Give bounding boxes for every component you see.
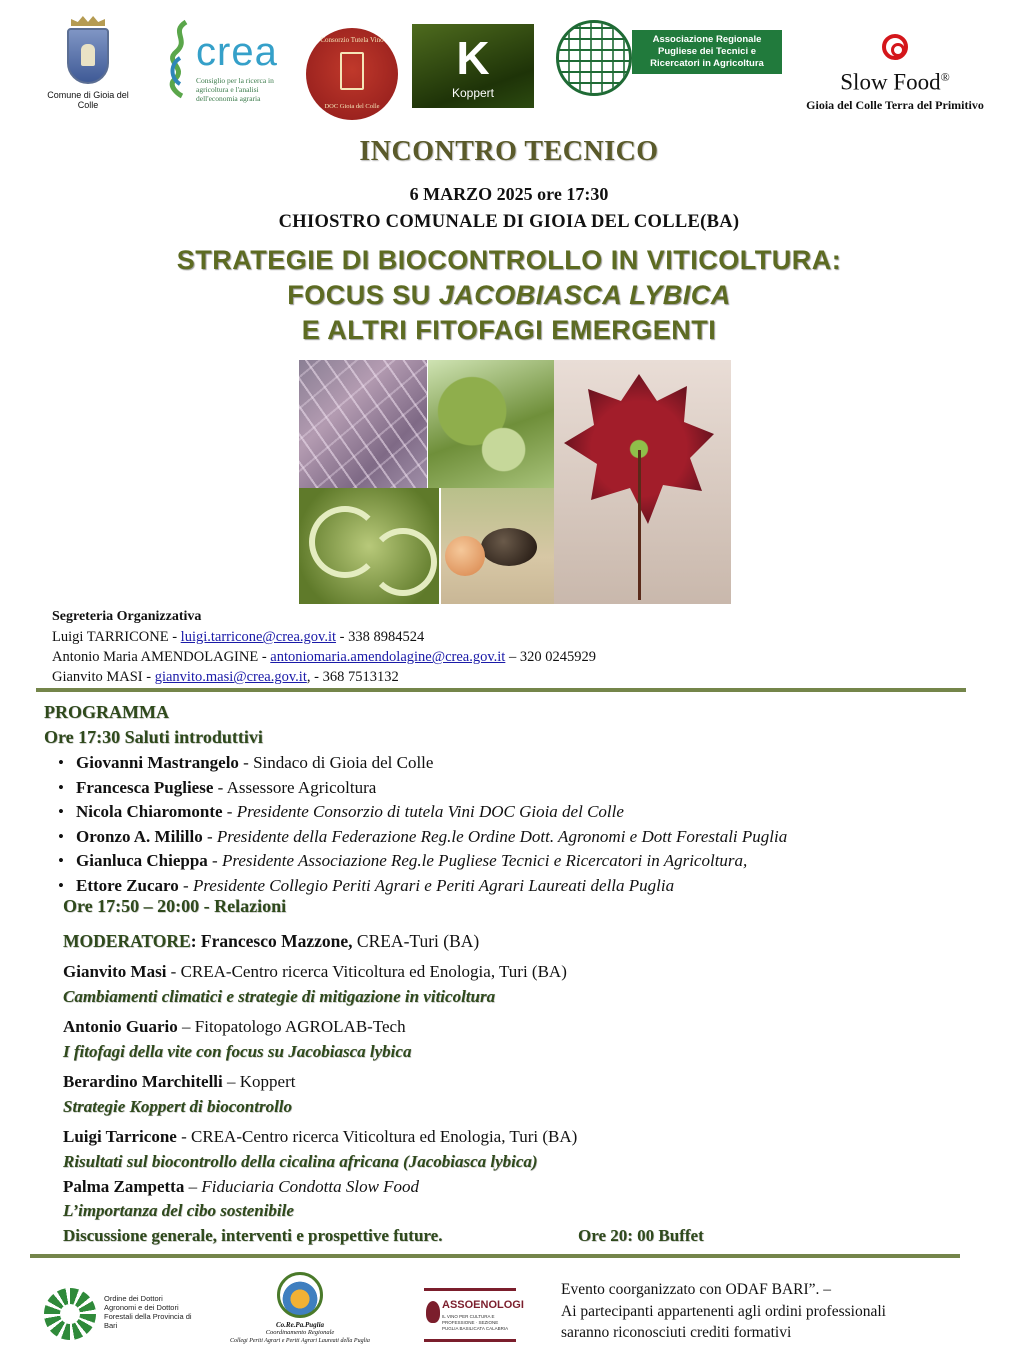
speaker-name: Gianvito Masi	[63, 962, 167, 981]
speaker-affiliation: - CREA-Centro ricerca Viticoltura ed Enologia, Turi (BA)	[166, 962, 567, 981]
title-line-2-prefix: FOCUS SU	[287, 280, 439, 310]
divider	[30, 1254, 960, 1258]
speaker-affiliation: – Koppert	[222, 1072, 296, 1091]
talk-speaker	[63, 961, 567, 983]
crown-icon	[71, 16, 105, 26]
slowfood-subtitle: Gioia del Colle Terra del Primitivo	[806, 97, 984, 112]
session-greetings-heading: Ore 17:30 Saluti introduttivi	[44, 727, 263, 747]
speaker-name: Nicola Chiaromonte	[76, 802, 223, 822]
assoenologi-name: ASSOENOLOGI	[442, 1299, 524, 1311]
moderator-org: CREA-Turi (BA)	[352, 931, 480, 951]
comune-caption: Comune di Gioia del Colle	[47, 90, 129, 110]
contact-email-link[interactable]: luigi.tarricone@crea.gov.it	[180, 629, 337, 645]
speaker-name: Francesca Pugliese	[76, 777, 214, 797]
event-venue: CHIOSTRO COMUNALE DI GIOIA DEL COLLE(BA)	[278, 212, 740, 232]
list-item	[58, 776, 787, 801]
talk-title: L’importanza del cibo sostenibile	[63, 1201, 294, 1220]
koppert-logo	[412, 24, 534, 108]
contact-name: Luigi TARRICONE -	[52, 629, 181, 645]
title-line-3: E ALTRI FITOFAGI EMERGENTI	[301, 315, 717, 345]
beetle-photo	[441, 488, 554, 604]
corepa-description: Collegi Periti Agrari e Periti Agrari Laureati della Puglia	[230, 1338, 370, 1344]
speaker-name: Antonio Guario	[63, 1017, 178, 1036]
odaf-ring-icon	[44, 1288, 96, 1340]
crea-wordmark: crea	[196, 30, 278, 74]
koppert-name: Koppert	[451, 86, 495, 100]
crea-spiral-icon	[160, 18, 198, 100]
globe-icon	[556, 20, 632, 96]
arptra-logo	[556, 20, 782, 96]
corepa-logo	[210, 1272, 390, 1347]
divider	[36, 688, 966, 692]
moderator-name: : Francesco Mazzone,	[190, 931, 353, 951]
contact-name: Antonio Maria AMENDOLAGINE -	[52, 649, 271, 665]
corepa-badge-icon	[277, 1272, 323, 1318]
title-line-2-species: JACOBIASCA LYBICA	[438, 280, 731, 310]
closing-discussion: Discussione generale, interventi e prospettive future.	[63, 1226, 443, 1245]
leaf-underside-photo	[299, 360, 427, 488]
crea-logo	[160, 18, 296, 104]
talk-speaker	[63, 1016, 406, 1038]
red-vine-leaf-photo	[554, 360, 731, 604]
speaker-name: Ettore Zucaro	[76, 875, 179, 895]
talk-speaker	[63, 1176, 419, 1198]
speaker-role: - Sindaco di Gioia del Colle	[238, 753, 434, 772]
contact-row	[52, 667, 952, 687]
contact-row	[52, 627, 952, 647]
contact-name: Gianvito MASI -	[52, 669, 155, 685]
corepa-subtitle: Coordinamento Regionale	[265, 1329, 335, 1336]
talk-title: Strategie Koppert di biocontrollo	[63, 1097, 293, 1116]
arptra-name: Associazione Regionale Pugliese dei Tecnici e Ricercatori in Agricoltura	[632, 30, 782, 74]
speaker-name: Luigi Tarricone	[63, 1127, 177, 1146]
talk-title: Cambiamenti climatici e strategie di mitigazione in viticoltura	[63, 987, 496, 1006]
slowfood-brand-text: Slow Food	[840, 69, 941, 95]
nematodes-photo	[299, 488, 439, 604]
registered-mark: ®	[940, 70, 950, 84]
koppert-k-mark: K	[456, 32, 490, 84]
odaf-name: Ordine dei Dottori Agronomi e dei Dottori Forestali della Provincia di Bari	[104, 1294, 192, 1330]
talk-speaker	[63, 1071, 295, 1093]
speaker-name: Gianluca Chieppa	[76, 851, 208, 871]
speaker-name: Palma Zampetta	[63, 1177, 185, 1196]
talk-title: Risultati sul biocontrollo della cicalina africana (Jacobiasca lybica)	[63, 1152, 538, 1171]
speaker-affiliation: - CREA-Centro ricerca Viticoltura ed Enologia, Turi (BA)	[176, 1127, 578, 1146]
note-line: saranno riconosciuti crediti formativi	[561, 1324, 792, 1341]
slowfood-brand	[794, 64, 996, 96]
speaker-name: Berardino Marchitelli	[63, 1072, 223, 1091]
grape-icon	[426, 1301, 440, 1323]
consorzio-bottom-text: DOC Gioia del Colle	[324, 103, 380, 110]
speaker-affiliation: – Fitopatologo AGROLAB-Tech	[177, 1017, 406, 1036]
slowfood-logo	[794, 34, 996, 118]
contact-phone: , - 368 7513132	[306, 669, 399, 685]
list-item	[58, 800, 787, 825]
contact-phone: - 338 8984524	[336, 629, 425, 645]
speaker-affiliation: – Fiduciaria Condotta Slow Food	[184, 1177, 420, 1196]
moderator-label: MODERATORE	[63, 931, 191, 951]
talk-title: I fitofagi della vite con focus su Jacobiasca lybica	[63, 1042, 412, 1061]
secretariat-heading: Segreteria Organizzativa	[52, 609, 202, 624]
contact-row	[52, 647, 952, 667]
consorzio-top-text: Consorzio Tutela Vino	[320, 36, 384, 44]
crea-subtitle: Consiglio per la ricerca in agricoltura e l'analisi dell'economia agraria	[196, 76, 274, 103]
coat-of-arms-icon	[67, 28, 109, 84]
note-line: Ai partecipanti appartenenti agli ordini professionali	[561, 1302, 886, 1320]
comune-logo	[40, 16, 136, 110]
event-kind: INCONTRO TECNICO	[359, 136, 659, 167]
consorzio-logo	[306, 28, 398, 120]
title-line-2	[0, 280, 1018, 311]
speaker-role: - Presidente della Federazione Reg.le Ordine Dott. Agronomi e Dott Forestali Puglia	[202, 826, 788, 846]
castle-icon	[340, 52, 364, 90]
snail-icon	[876, 34, 914, 64]
corepa-name: Co.Re.Pa.Puglia	[275, 1321, 325, 1329]
contact-email-link[interactable]: gianvito.masi@crea.gov.it	[154, 669, 307, 685]
speaker-name: Giovanni Mastrangelo	[76, 753, 239, 772]
secretariat-block	[52, 607, 952, 687]
credits-note	[561, 1279, 1001, 1344]
contact-phone: – 320 0245929	[505, 649, 596, 665]
contact-email-link[interactable]: antoniomaria.amendolagine@crea.gov.it	[270, 649, 506, 665]
talk-speaker	[63, 1126, 577, 1148]
session-talks-heading: Ore 17:50 – 20:00 - Relazioni	[63, 896, 287, 916]
speaker-name: Oronzo A. Milillo	[76, 826, 203, 846]
speaker-role: - Presidente Associazione Reg.le Pugliese Tecnici e Ricercatori in Agricoltura,	[207, 851, 748, 871]
note-line: Evento coorganizzato con ODAF BARI”. –	[561, 1281, 832, 1298]
assoenologi-tagline: IL VINO PER CULTURA E PROFESSIONE · SEZIONE PUGLIA BASILICATA CALABRIA	[442, 1314, 509, 1331]
odaf-logo	[44, 1284, 194, 1344]
speaker-role: - Presidente Collegio Periti Agrari e Periti Agrari Laureati della Puglia	[178, 875, 675, 895]
speaker-role: - Assessore Agricoltura	[213, 777, 377, 797]
list-item	[58, 825, 787, 850]
moderator-line	[63, 930, 479, 952]
title-line-1: STRATEGIE DI BIOCONTROLLO IN VITICOLTURA:	[176, 245, 842, 275]
photo-collage	[299, 360, 731, 604]
speaker-role: - Presidente Consorzio di tutela Vini DOC Gioia del Colle	[222, 802, 624, 822]
event-date: 6 MARZO 2025 ore 17:30	[409, 184, 609, 204]
assoenologi-logo	[424, 1288, 524, 1342]
buffet-time: Ore 20: 00 Buffet	[578, 1226, 704, 1245]
programme-heading: PROGRAMMA	[44, 702, 169, 722]
list-item	[58, 751, 787, 776]
grapevine-photo	[428, 360, 554, 488]
list-item	[58, 849, 787, 874]
greetings-list	[58, 751, 787, 899]
